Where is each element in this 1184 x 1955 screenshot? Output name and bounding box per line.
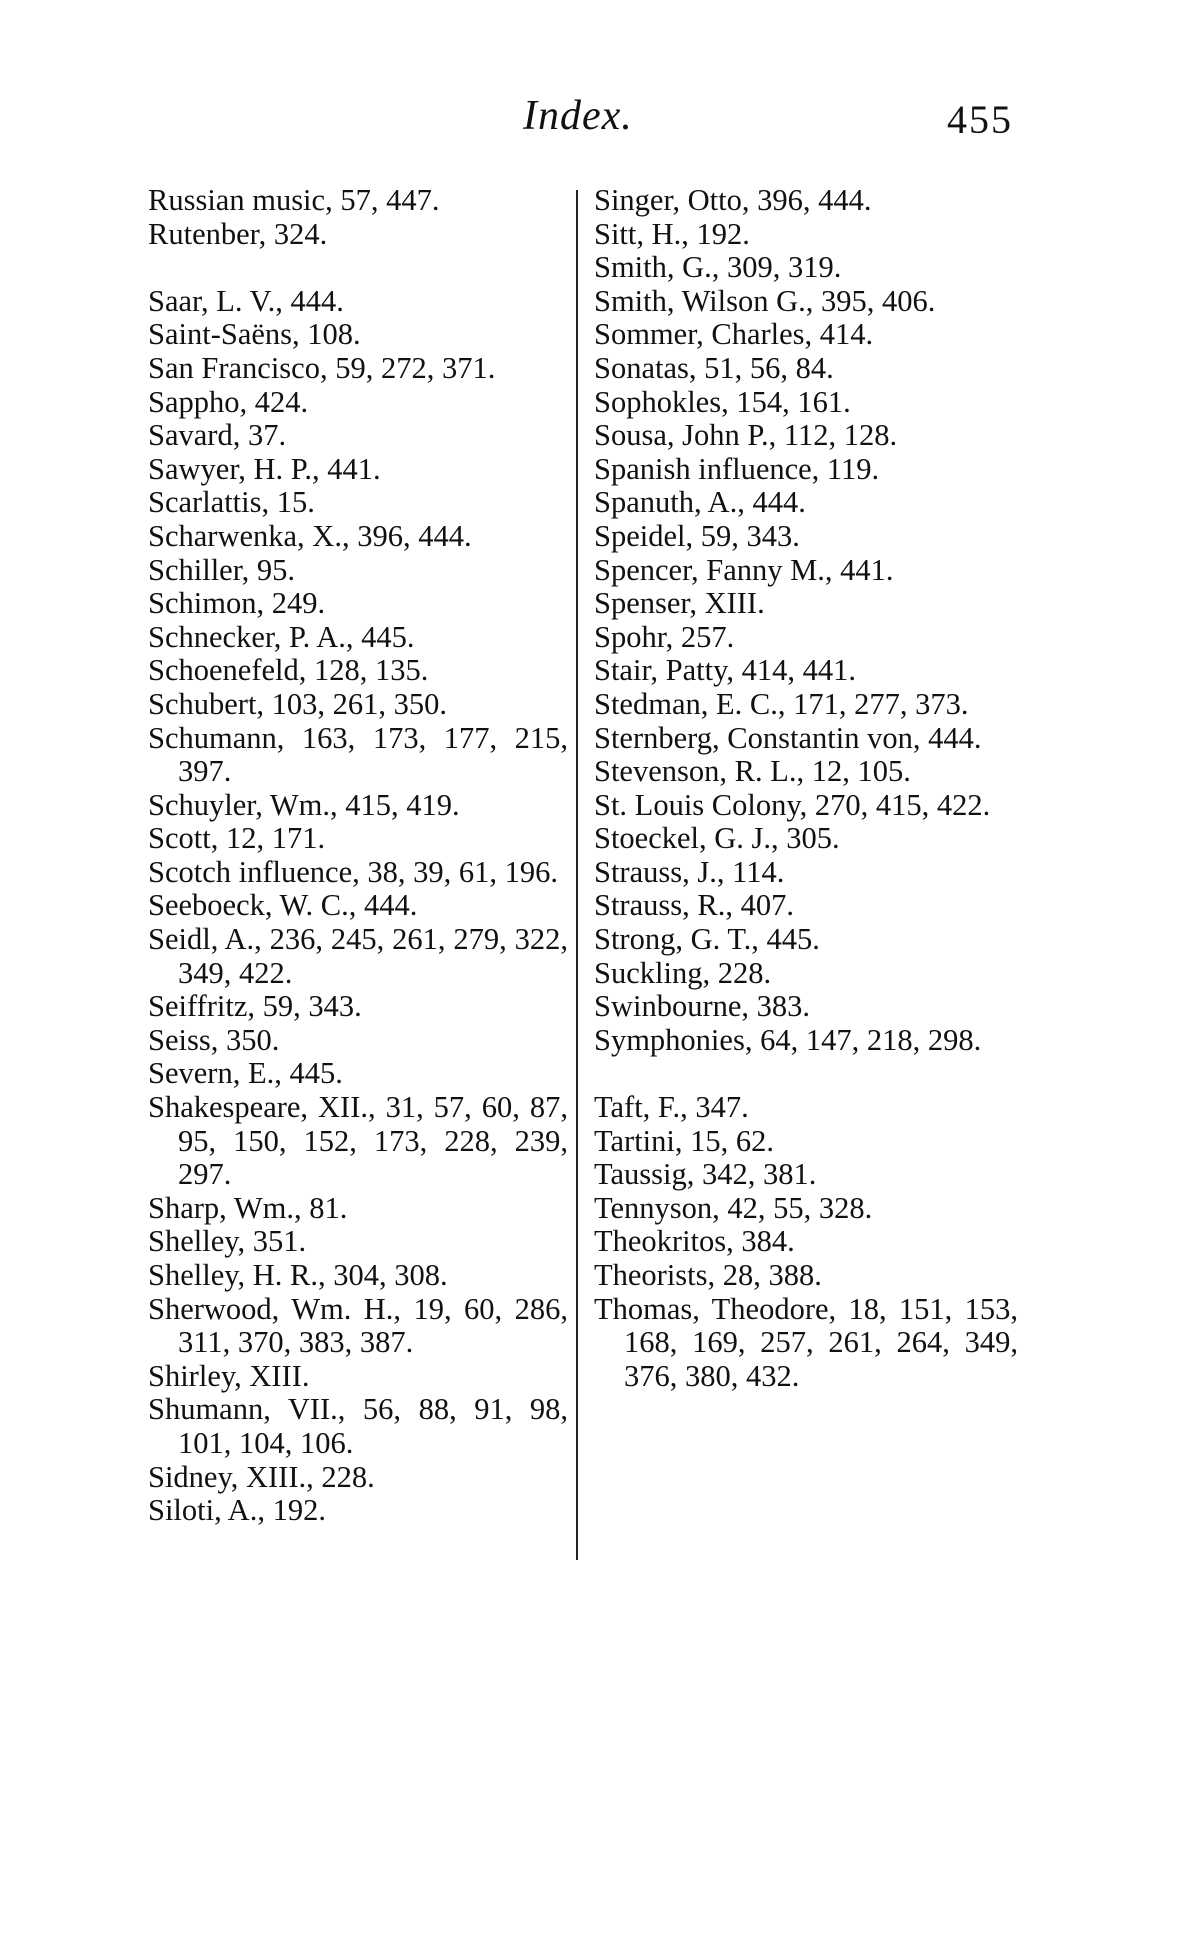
index-entry: Sonatas, 51, 56, 84. [594,350,834,385]
index-group-s-continued [594,184,1018,1057]
index-entry: Scotch influence, 38, 39, 61, 196. [148,854,558,889]
index-entry: Taussig, 342, 381. [594,1157,817,1192]
index-entry: Rutenber, 324. [148,216,328,251]
section-gap [148,251,568,285]
index-entry: Taft, F., 347. [594,1090,749,1125]
index-entry: Stedman, E. C., 171, 277, 373. [594,686,969,721]
index-entry: Sappho, 424. [148,384,309,419]
index-column-left [148,184,568,1528]
index-entry: Symphonies, 64, 147, 218, 298. [594,1022,982,1057]
index-group-r [148,184,568,251]
index-entry: Theorists, 28, 388. [594,1258,822,1292]
index-entry: Sidney, XIII., 228. [148,1459,375,1494]
index-entry: Saint-Saëns, 108. [148,317,361,352]
index-entry: Swinbourne, 383. [594,989,811,1024]
index-entry: Spenser, XIII. [594,586,765,621]
index-entry: Schuyler, Wm., 415, 419. [148,787,460,822]
index-entry: Sousa, John P., 112, 128. [594,418,898,453]
index-entry: Strauss, J., 114. [594,854,785,889]
index-entry: Russian music, 57, 447. [148,183,440,217]
index-entry: Sawyer, H. P., 441. [148,451,381,486]
index-entry: Siloti, A., 192. [148,1493,326,1528]
index-entry: Stair, Patty, 414, 441. [594,653,856,688]
index-column-right [594,184,1018,1393]
index-entry: Sherwood, Wm. H., 19, 60, 286, 311, 370, 383, 387. [148,1291,568,1360]
index-entry: Spanish influence, 119. [594,451,880,486]
index-entry: Suckling, 228. [594,955,772,990]
index-entry: Tartini, 15, 62. [594,1123,774,1158]
index-entry: Scott, 12, 171. [148,821,326,856]
index-entry: Stoeckel, G. J., 305. [594,821,840,856]
index-entry: Sharp, Wm., 81. [148,1190,348,1225]
index-entry: Tennyson, 42, 55, 328. [594,1190,873,1225]
index-entry: Shakespeare, XII., 31, 57, 60, 87, 95, 150, 152, 173, 228, 239, 297. [148,1090,568,1192]
index-entry: Shelley, H. R., 304, 308. [148,1258,448,1292]
index-entry: Schnecker, P. A., 445. [148,619,415,654]
index-entry: Thomas, Theodore, 18, 151, 153, 168, 169, 257, 261, 264, 349, 376, 380, 432. [594,1291,1018,1393]
index-entry: Savard, 37. [148,418,287,453]
index-entry: Strong, G. T., 445. [594,922,820,957]
index-entry: Shirley, XIII. [148,1358,310,1393]
index-entry: Seidl, A., 236, 245, 261, 279, 322, 349, 422. [148,922,568,990]
index-entry: Theokritos, 384. [594,1224,795,1259]
index-entry: St. Louis Colony, 270, 415, 422. [594,787,991,822]
index-entry: San Francisco, 59, 272, 371. [148,350,496,385]
index-entry: Severn, E., 445. [148,1056,343,1091]
index-entry: Schumann, 163, 173, 177, 215, 397. [148,720,568,789]
index-entry: Spencer, Fanny M., 441. [594,552,894,587]
index-entry: Sitt, H., 192. [594,216,750,251]
index-entry: Smith, Wilson G., 395, 406. [594,283,936,318]
index-entry: Seiss, 350. [148,1022,280,1057]
page-header [0,92,1184,152]
index-entry: Seeboeck, W. C., 444. [148,888,418,923]
index-group-t [594,1091,1018,1393]
index-entry: Singer, Otto, 396, 444. [594,183,872,217]
index-entry: Schimon, 249. [148,586,326,621]
index-entry: Spanuth, A., 444. [594,485,806,520]
index-entry: Sophokles, 154, 161. [594,384,851,419]
index-entry: Sommer, Charles, 414. [594,317,874,352]
index-entry: Seiffritz, 59, 343. [148,989,362,1024]
index-entry: Schoenefeld, 128, 135. [148,653,429,688]
page-number: 455 [947,97,1013,142]
column-divider [576,190,578,1560]
index-entry: Speidel, 59, 343. [594,518,800,553]
index-group-s [148,285,568,1528]
index-entry: Schiller, 95. [148,552,296,587]
index-entry: Schubert, 103, 261, 350. [148,686,448,721]
index-entry: Stevenson, R. L., 12, 105. [594,754,911,789]
index-entry: Saar, L. V., 444. [148,283,344,318]
section-gap [594,1057,1018,1091]
index-entry: Smith, G., 309, 319. [594,250,842,285]
index-entry: Scharwenka, X., 396, 444. [148,518,472,553]
index-entry: Strauss, R., 407. [594,888,794,923]
index-entry: Shumann, VII., 56, 88, 91, 98, 101, 104, 106. [148,1392,568,1460]
index-entry: Spohr, 257. [594,619,735,654]
index-entry: Scarlattis, 15. [148,485,315,520]
index-entry: Shelley, 351. [148,1224,307,1259]
index-entry: Sternberg, Constantin von, 444. [594,720,982,755]
running-title: Index. [523,93,633,139]
